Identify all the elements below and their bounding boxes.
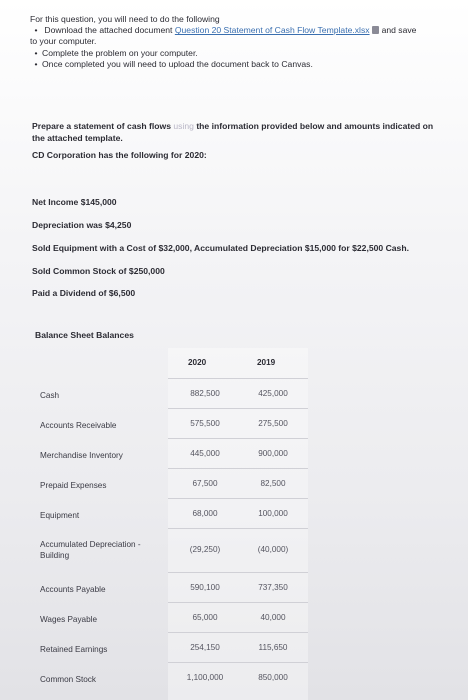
given-sold-equipment: Sold Equipment with a Cost of $32,000, Accumulated Depreciation $15,000 for $22,500 Cash. (32, 243, 409, 253)
row-label: Merchandise Inventory (40, 451, 123, 460)
value-2020: 575,500 (190, 419, 220, 428)
save-text: and save (381, 25, 417, 36)
value-2019: 115,650 (258, 643, 288, 652)
row-divider (168, 602, 308, 603)
instruction-download (30, 25, 458, 36)
bullet-icon: • (34, 47, 38, 58)
upload-text: Once completed you will need to upload the document back to Canvas. (42, 58, 313, 69)
row-divider (168, 468, 308, 469)
value-2019: 900,000 (258, 449, 288, 458)
prompt-line-1 (32, 121, 458, 133)
value-2019: 40,000 (260, 613, 286, 622)
value-2020: 882,500 (190, 389, 220, 398)
instruction-download-cont: to your computer. (30, 36, 97, 47)
prompt-text-faint: using (173, 121, 194, 131)
row-divider (168, 632, 308, 633)
row-divider (168, 572, 308, 573)
instruction-complete (30, 48, 458, 59)
prompt-text-a: Prepare a statement of cash flows (32, 121, 171, 131)
prompt-line-3: CD Corporation has the following for 2020: (32, 150, 207, 161)
column-header-2019: 2019 (257, 358, 276, 367)
row-label: Prepaid Expenses (40, 481, 107, 490)
row-divider (168, 378, 308, 379)
instruction-upload (30, 59, 458, 70)
download-text: Download the attached document (44, 25, 173, 36)
value-2020: 254,150 (190, 643, 220, 652)
file-preview-icon[interactable] (372, 26, 379, 34)
value-2020: 67,500 (192, 479, 218, 488)
value-2019: 737,350 (258, 583, 288, 592)
row-label: Retained Earnings (40, 645, 108, 654)
value-2020: 1,100,000 (186, 673, 224, 682)
given-sold-stock: Sold Common Stock of $250,000 (32, 266, 165, 276)
row-label: Equipment (40, 511, 80, 520)
value-2020: 65,000 (192, 613, 218, 622)
template-file-link[interactable]: Question 20 Statement of Cash Flow Template.xlsx (174, 25, 370, 36)
balance-sheet-title: Balance Sheet Balances (35, 330, 134, 340)
row-divider (168, 528, 308, 529)
value-2019: 275,500 (258, 419, 288, 428)
prompt-line-2: the attached template. (32, 132, 123, 143)
row-label: Accounts Receivable (40, 421, 117, 430)
column-header-2020: 2020 (188, 358, 207, 367)
column-2020-bg (168, 348, 238, 700)
value-2019: 425,000 (258, 389, 288, 398)
instructions (30, 14, 458, 70)
row-divider (168, 408, 308, 409)
given-depreciation: Depreciation was $4,250 (32, 220, 132, 230)
instructions-intro: For this question, you will need to do the following (30, 14, 220, 24)
row-divider (168, 662, 308, 663)
row-label: Common Stock (40, 675, 96, 684)
row-label: Accumulated Depreciation - Building (40, 540, 141, 560)
value-2020: (29,250) (189, 545, 221, 554)
problem-prompt (32, 121, 458, 162)
complete-text: Complete the problem on your computer. (42, 47, 198, 58)
bullet-icon: • (34, 58, 38, 69)
value-2019: 850,000 (258, 673, 288, 682)
row-label: Accounts Payable (40, 585, 106, 594)
row-label: Wages Payable (40, 615, 98, 624)
row-divider (168, 438, 308, 439)
value-2019: 82,500 (260, 479, 286, 488)
prompt-text-b: the information provided below and amounts indicated on (196, 121, 434, 131)
column-2019-bg (238, 348, 308, 700)
value-2019: 100,000 (258, 509, 288, 518)
row-label: Cash (40, 391, 60, 400)
value-2020: 68,000 (192, 509, 218, 518)
bullet-icon: • (34, 25, 38, 36)
value-2019: (40,000) (257, 545, 289, 554)
row-divider (168, 498, 308, 499)
given-dividend: Paid a Dividend of $6,500 (32, 288, 136, 298)
value-2020: 445,000 (190, 449, 220, 458)
given-net-income: Net Income $145,000 (32, 197, 117, 207)
value-2020: 590,100 (190, 583, 220, 592)
